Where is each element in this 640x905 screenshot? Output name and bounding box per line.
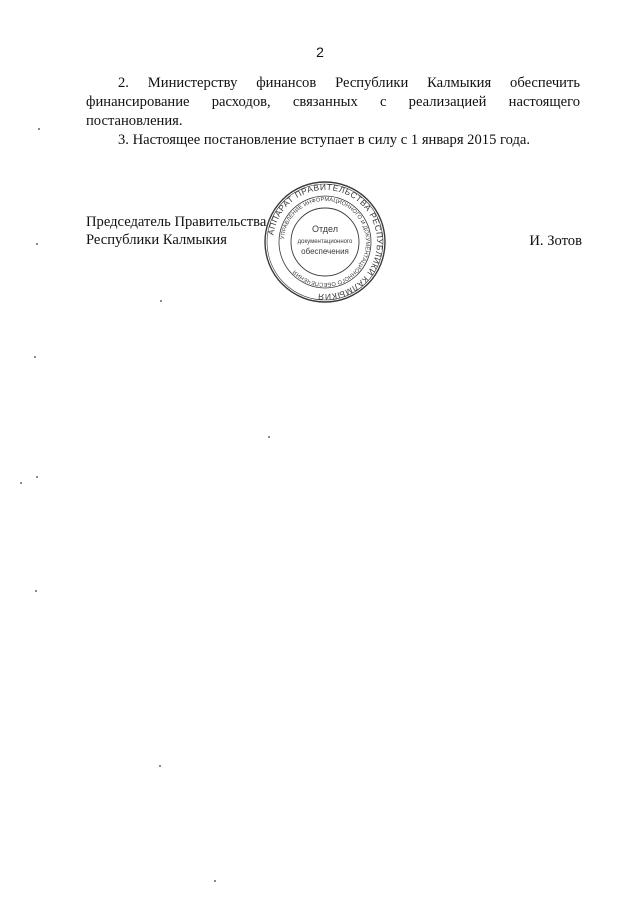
paragraph-2-line-1: 2. Министерству финансов Республики Калмыкия обеспечить	[118, 75, 580, 91]
scan-speck	[36, 243, 38, 245]
scan-speck	[34, 356, 36, 358]
scan-speck	[36, 476, 38, 478]
scan-speck	[160, 300, 162, 302]
seal-outer-text: АППАРАТ ПРАВИТЕЛЬСТВА РЕСПУБЛИКИ КАЛМЫКИЯ	[265, 181, 386, 303]
paragraph-2-line-3: постановления.	[86, 113, 183, 129]
signatory-title-line-2: Республики Калмыкия	[86, 232, 227, 248]
scan-speck	[35, 590, 37, 592]
scan-speck	[159, 765, 161, 767]
signatory-title-line-1: Председатель Правительства	[86, 214, 267, 230]
seal-center-line-1: Отдел	[311, 224, 339, 234]
scan-speck	[214, 880, 216, 882]
scan-speck	[20, 482, 22, 484]
paragraph-3: 3. Настоящее постановление вступает в силу с 1 января 2015 года.	[118, 132, 531, 148]
seal-inner-text: УПРАВЛЕНИЕ ИНФОРМАЦИОННОГО И ДОКУМЕНТАЦИОННОГО ОБЕСПЕЧЕНИЯ	[280, 196, 371, 288]
body-text	[86, 74, 580, 150]
seal-graphic	[263, 180, 387, 304]
page-number: 2	[316, 44, 324, 60]
official-seal	[263, 180, 387, 304]
paragraph-2-line-2: финансирование расходов, связанных с реализацией настоящего	[86, 94, 580, 110]
signatory-title	[86, 213, 266, 249]
scan-speck	[38, 128, 40, 130]
seal-center-line-3: обеспечения	[301, 247, 349, 256]
scan-speck	[268, 436, 270, 438]
seal-center-line-2: документационного	[297, 239, 353, 245]
signatory-name: И. Зотов	[529, 233, 582, 249]
